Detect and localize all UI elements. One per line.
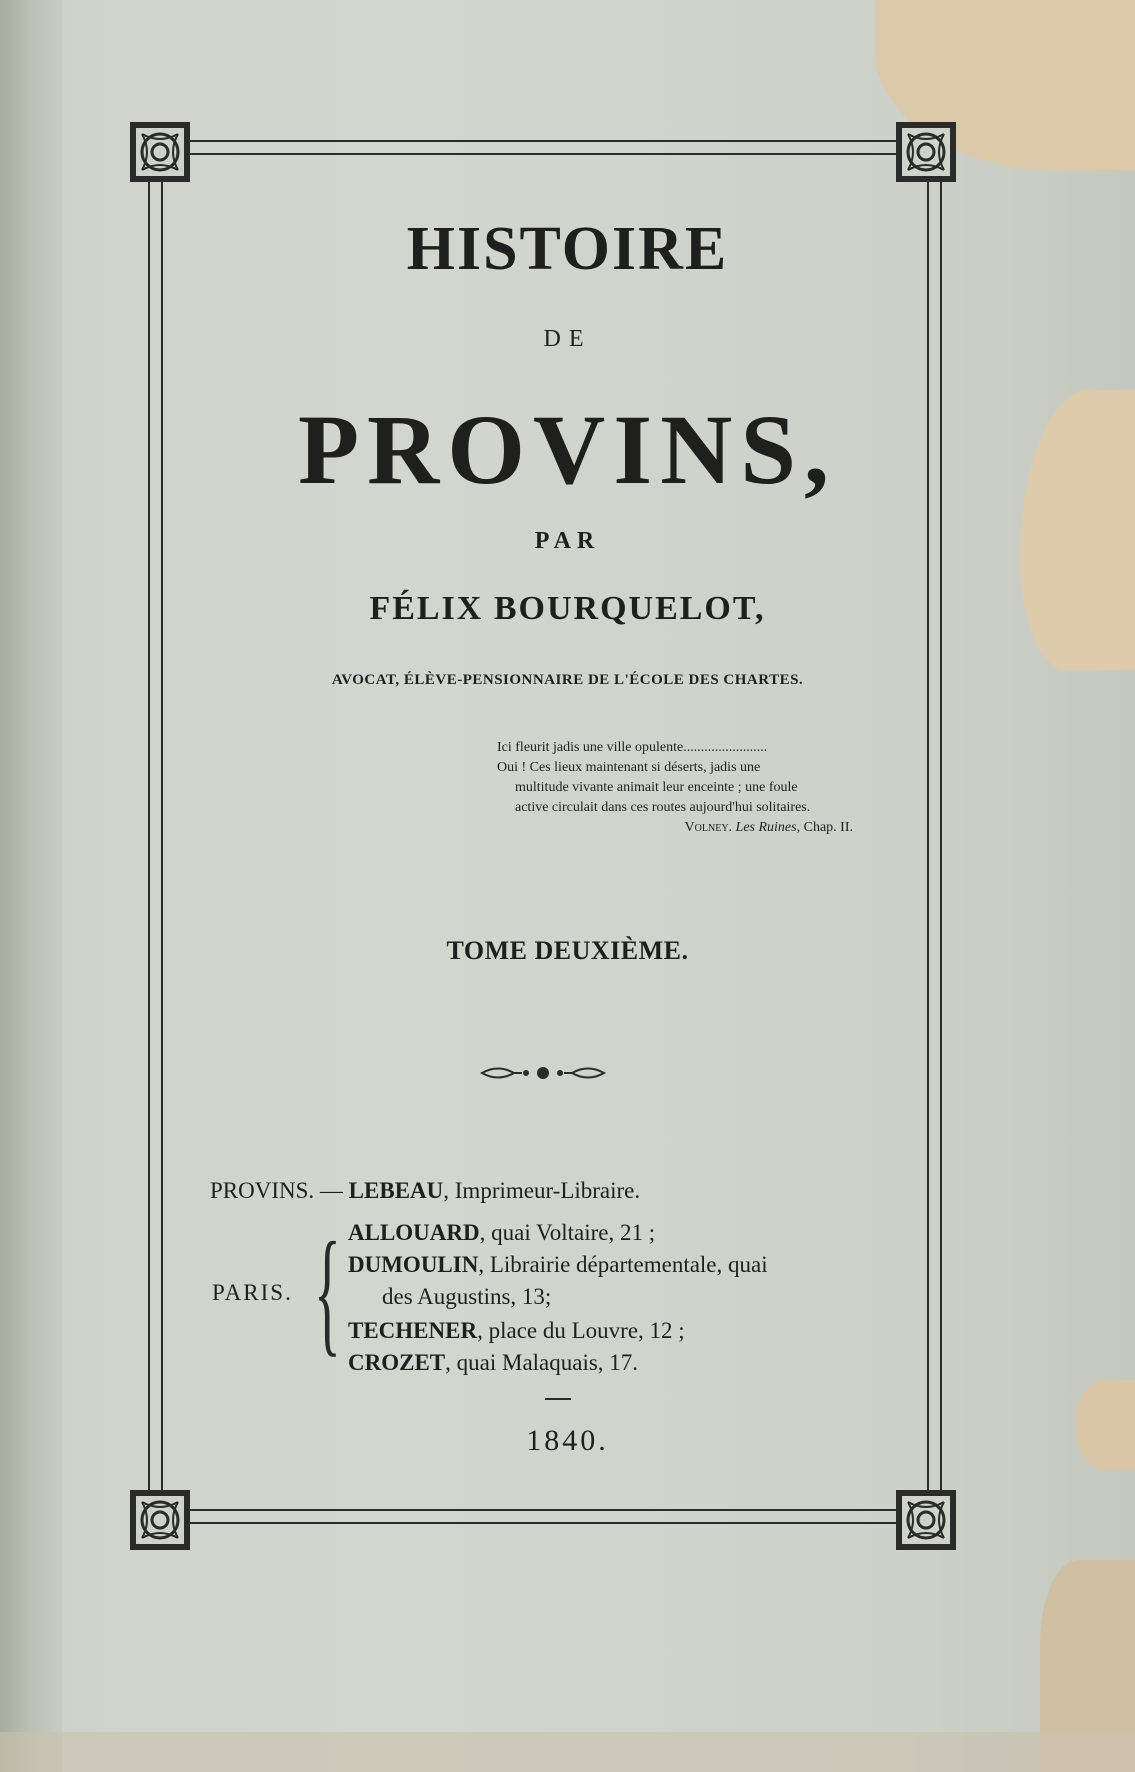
- epigraph-line: Oui ! Ces lieux maintenant si déserts, jadis une: [497, 760, 761, 775]
- city-paris: PARIS.: [212, 1280, 293, 1305]
- author-name: FÉLIX BOURQUELOT,: [369, 590, 766, 627]
- epigraph-line: Ici fleurit jadis une ville opulente........................: [497, 740, 768, 755]
- author-role: AVOCAT, ÉLÈVE-PENSIONNAIRE DE L'ÉCOLE DES CHARTES.: [331, 672, 804, 688]
- title-line-provins: PROVINS,: [297, 394, 838, 505]
- paper-wear: [0, 1732, 1135, 1772]
- by-label: PAR: [534, 528, 601, 554]
- publisher-detail: des Augustins, 13;: [382, 1284, 552, 1309]
- corner-ornament-icon: [890, 116, 962, 188]
- publisher-detail: , place du Louvre, 12 ;: [477, 1318, 685, 1343]
- publisher-line: [382, 1284, 551, 1310]
- title-line-de: DE: [543, 326, 592, 352]
- publisher-name: LEBEAU: [348, 1178, 444, 1203]
- corner-ornament-icon: [124, 116, 196, 188]
- divider: [545, 1398, 571, 1400]
- publisher-detail: , Librairie départementale, quai: [478, 1252, 768, 1277]
- publication-year: 1840.: [526, 1424, 609, 1457]
- corner-ornament-icon: [124, 1484, 196, 1556]
- publisher-provins: [210, 1178, 640, 1204]
- publisher-line: [348, 1350, 638, 1376]
- epigraph-line: multitude vivante animait leur enceinte ; une foule: [515, 780, 798, 795]
- publisher-name: DUMOULIN: [348, 1252, 479, 1277]
- epigraph-source-chapter: , Chap. II.: [796, 820, 853, 835]
- fleuron-ornament-icon: [478, 1062, 608, 1084]
- city-provins: PROVINS.: [210, 1178, 315, 1203]
- publisher-line: [348, 1318, 685, 1344]
- epigraph-line: active circulait dans ces routes aujourd'hui solitaires.: [515, 800, 811, 815]
- brace-icon: {: [314, 1214, 341, 1369]
- publisher-detail: , Imprimeur-Libraire.: [443, 1178, 641, 1203]
- publisher-line: [348, 1220, 655, 1246]
- title-line-histoire: HISTOIRE: [406, 215, 729, 283]
- epigraph: [497, 738, 877, 838]
- separator: —: [314, 1178, 349, 1203]
- corner-ornament-icon: [890, 1484, 962, 1556]
- publisher-name: ALLOUARD: [348, 1220, 480, 1245]
- epigraph-source-work: Les Ruines: [735, 820, 797, 835]
- publisher-detail: , quai Malaquais, 17.: [445, 1350, 639, 1375]
- epigraph-source: [497, 818, 877, 838]
- publisher-name: CROZET: [348, 1350, 446, 1375]
- volume-label: TOME DEUXIÈME.: [446, 936, 689, 965]
- publisher-line: [348, 1252, 768, 1278]
- publisher-detail: , quai Voltaire, 21 ;: [479, 1220, 656, 1245]
- epigraph-source-author: Volney.: [684, 820, 733, 835]
- publisher-name: TECHENER: [348, 1318, 478, 1343]
